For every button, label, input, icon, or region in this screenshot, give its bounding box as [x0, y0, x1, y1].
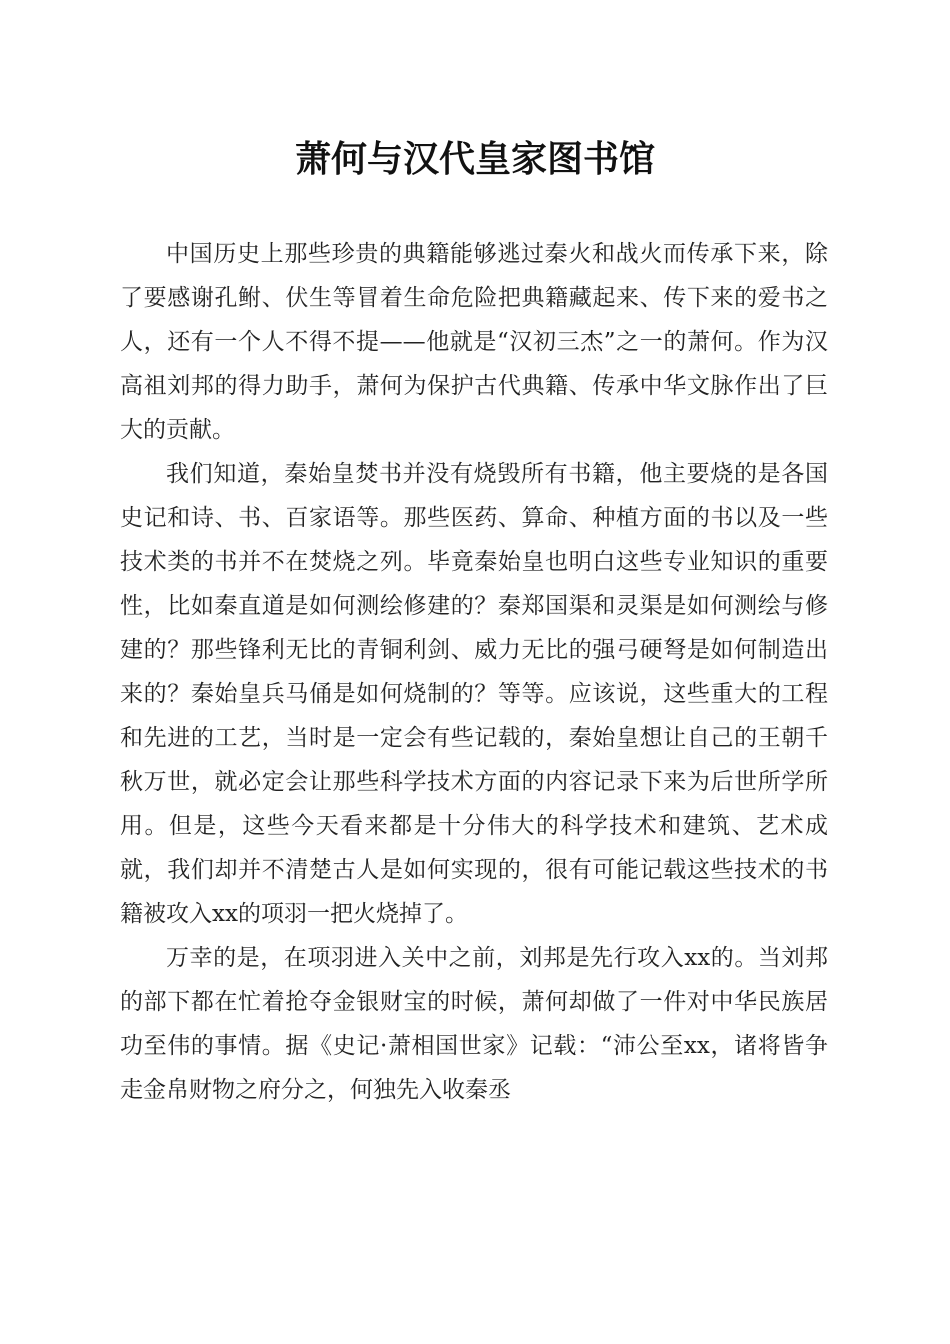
document-body: [120, 232, 828, 1112]
paragraph-3: 万幸的是，在项羽进入关中之前，刘邦是先行攻入xx的。当刘邦的部下都在忙着抢夺金银财宝的时候，萧何却做了一件对中华民族居功至伟的事情。据《史记·萧相国世家》记载：“沛公至xx，诸将皆争走金帛财物之府分之，何独先入收秦丞: [120, 945, 828, 1103]
paragraph-1: 中国历史上那些珍贵的典籍能够逃过秦火和战火而传承下来，除了要感谢孔鲋、伏生等冒着生命危险把典籍藏起来、传下来的爱书之人，还有一个人不得不提——他就是“汉初三杰”之一的萧何。作为汉高祖刘邦的得力助手，萧何为保护古代典籍、传承中华文脉作出了巨大的贡献。: [120, 241, 828, 443]
document-title: 萧何与汉代皇家图书馆: [294, 138, 655, 180]
paragraph-2: 我们知道，秦始皇焚书并没有烧毁所有书籍，他主要烧的是各国史记和诗、书、百家语等。那些医药、算命、种植方面的书以及一些技术类的书并不在焚烧之列。毕竟秦始皇也明白这些专业知识的重要性，比如秦直道是如何测绘修建的？秦郑国渠和灵渠是如何测绘与修建的？那些锋利无比的青铜利剑、威力无比的强弓硬弩是如何制造出来的？秦始皇兵马俑是如何烧制的？等等。应该说，这些重大的工程和先进的工艺，当时是一定会有些记载的，秦始皇想让自己的王朝千秋万世，就必定会让那些科学技术方面的内容记录下来为后世所学所用。但是，这些今天看来都是十分伟大的科学技术和建筑、艺术成就，我们却并不清楚古人是如何实现的，很有可能记载这些技术的书籍被攻入xx的项羽一把火烧掉了。: [120, 461, 828, 927]
